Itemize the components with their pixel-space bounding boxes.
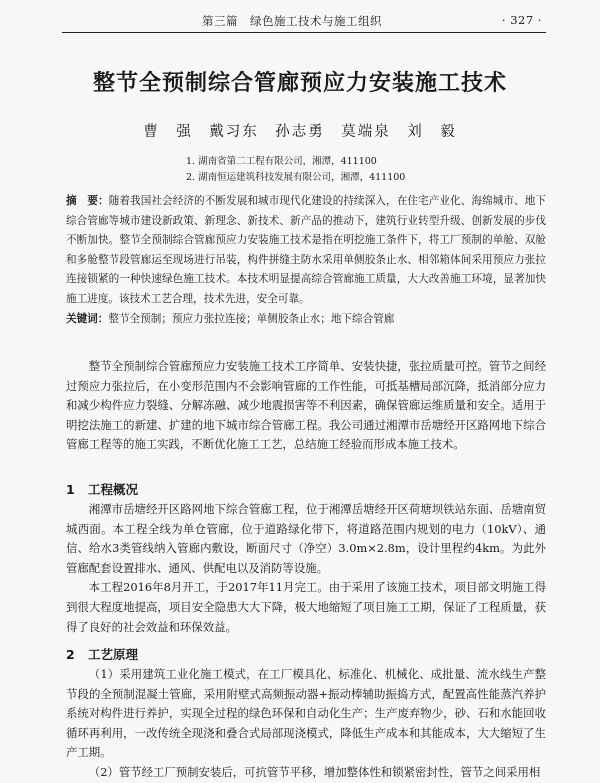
affiliation-2: 2. 湖南恒运建筑科技发展有限公司，湘潭，411100 [186,172,406,183]
keywords-text: 整节全预制；预应力张拉连接；单侧胶条止水；地下综合管廊 [108,312,395,325]
section-heading-text: 工程概况 [88,482,139,497]
section-heading-1 [66,480,138,498]
body-paragraph: 本工程2016年8月开工，于2017年11月完工。由于采用了该施工技术，项目部文明施工得到很大程度地提高，项目安全隐患大大下降，极大地缩短了项目施工工期，保证了工程质量，获得了良好的社会效益和环保效益。 [66,580,546,634]
author-list: 曹 强 戴习东 孙志勇 莫端泉 刘 毅 [143,124,457,140]
section-heading-2 [66,645,138,663]
section-number: 1 [66,482,75,497]
abstract-paragraph [66,192,546,310]
intro-block [66,357,546,455]
header-section-title: 第三篇 绿色施工技术与施工组织 [202,14,382,28]
page-number: · 327 · [501,13,542,27]
section-2-body [66,665,546,783]
paper-title: 整节全预制综合管廊预应力安装施工技术 [92,71,507,96]
running-header [62,10,546,33]
intro-paragraph: 整节全预制综合管廊预应力安装施工技术工序简单、安装快捷，张拉质量可控。管节之间经过预应力张拉后，在小变形范围内不会影响管廊的工作性能，可抵基槽局部沉降，抵消部分应力和减少构件应力裂缝、分解冻融、减少地震损害等不利因素，确保管廊运维质量和安全。适用于明挖法施工的新建、扩建的地下城市综合管廊工程。我公司通过湘潭市岳塘经开区路网地下综合管廊工程等的施工实践，不断优化施工工艺，总结施工经验而形成本施工技术。 [66,359,546,452]
body-paragraph: （2）管节经工厂预制安装后，可抗管节平移，增加整体性和锁紧密封性，管节之间采用相 [88,764,541,779]
keywords-paragraph [66,310,546,330]
keywords-label: 关键词： [66,312,109,325]
abstract-label: 摘 要： [66,195,109,207]
section-1-body [66,500,546,637]
abstract-text: 随着我国社会经济的不断发展和城市现代化建设的持续深入，在住宅产业化、海绵城市、地下综合管廊等城市建设新政策、新理念、新技术、新产品的推动下，建筑行业转型升级、创新发展的步伐不断加快。整节全预制综合管廊预应力安装施工技术是指在明挖施工条件下，将工厂预制的单舱、双舱和多舱整节段管廊运至现场进行吊装，构件拼缝主防水采用单侧胶条止水、相邻箱体间采用预应力张拉连接锁紧的一种快速绿色施工技术。本技术明显提高综合管廊施工质量，大大改善施工环境，显著加快施工进度。该技术工艺合理，技术先进，安全可靠。 [66,195,547,305]
body-paragraph: （1）采用建筑工业化施工模式，在工厂模具化、标准化、机械化、成批量、流水线生产整节段的全预制混凝土管廊，采用附壁式高频振动器+振动棒辅助振捣方式，配置高性能蒸汽养护系统对构件进行养护，实现全过程的绿色环保和自动化生产；生产废弃物少，砂、石和水能回收循环再利用，一改传统全现浇和叠合式局部现浇模式，降低生产成本和其能成本，大大缩短了生产工期。 [66,667,546,760]
section-heading-text: 工艺原理 [88,647,139,662]
affiliation-1: 1. 湖南省第二工程有限公司，湘潭，411100 [186,156,377,167]
section-number: 2 [66,647,75,662]
body-paragraph: 湘潭市岳塘经开区路网地下综合管廊工程，位于湘潭岳塘经开区荷塘坝铁站东面、岳塘南贸城西面。本工程全线为单仓管廊，位于道路绿化带下，将道路范围内规划的电力（10kV）、通信、给水3类管线纳入管廊内敷设，断面尺寸（净空）3.0m×2.8m，设计里程约4km。为此外管廊配套设置排水、通风、供配电以及消防等设施。 [66,502,546,575]
abstract-block [66,192,546,329]
